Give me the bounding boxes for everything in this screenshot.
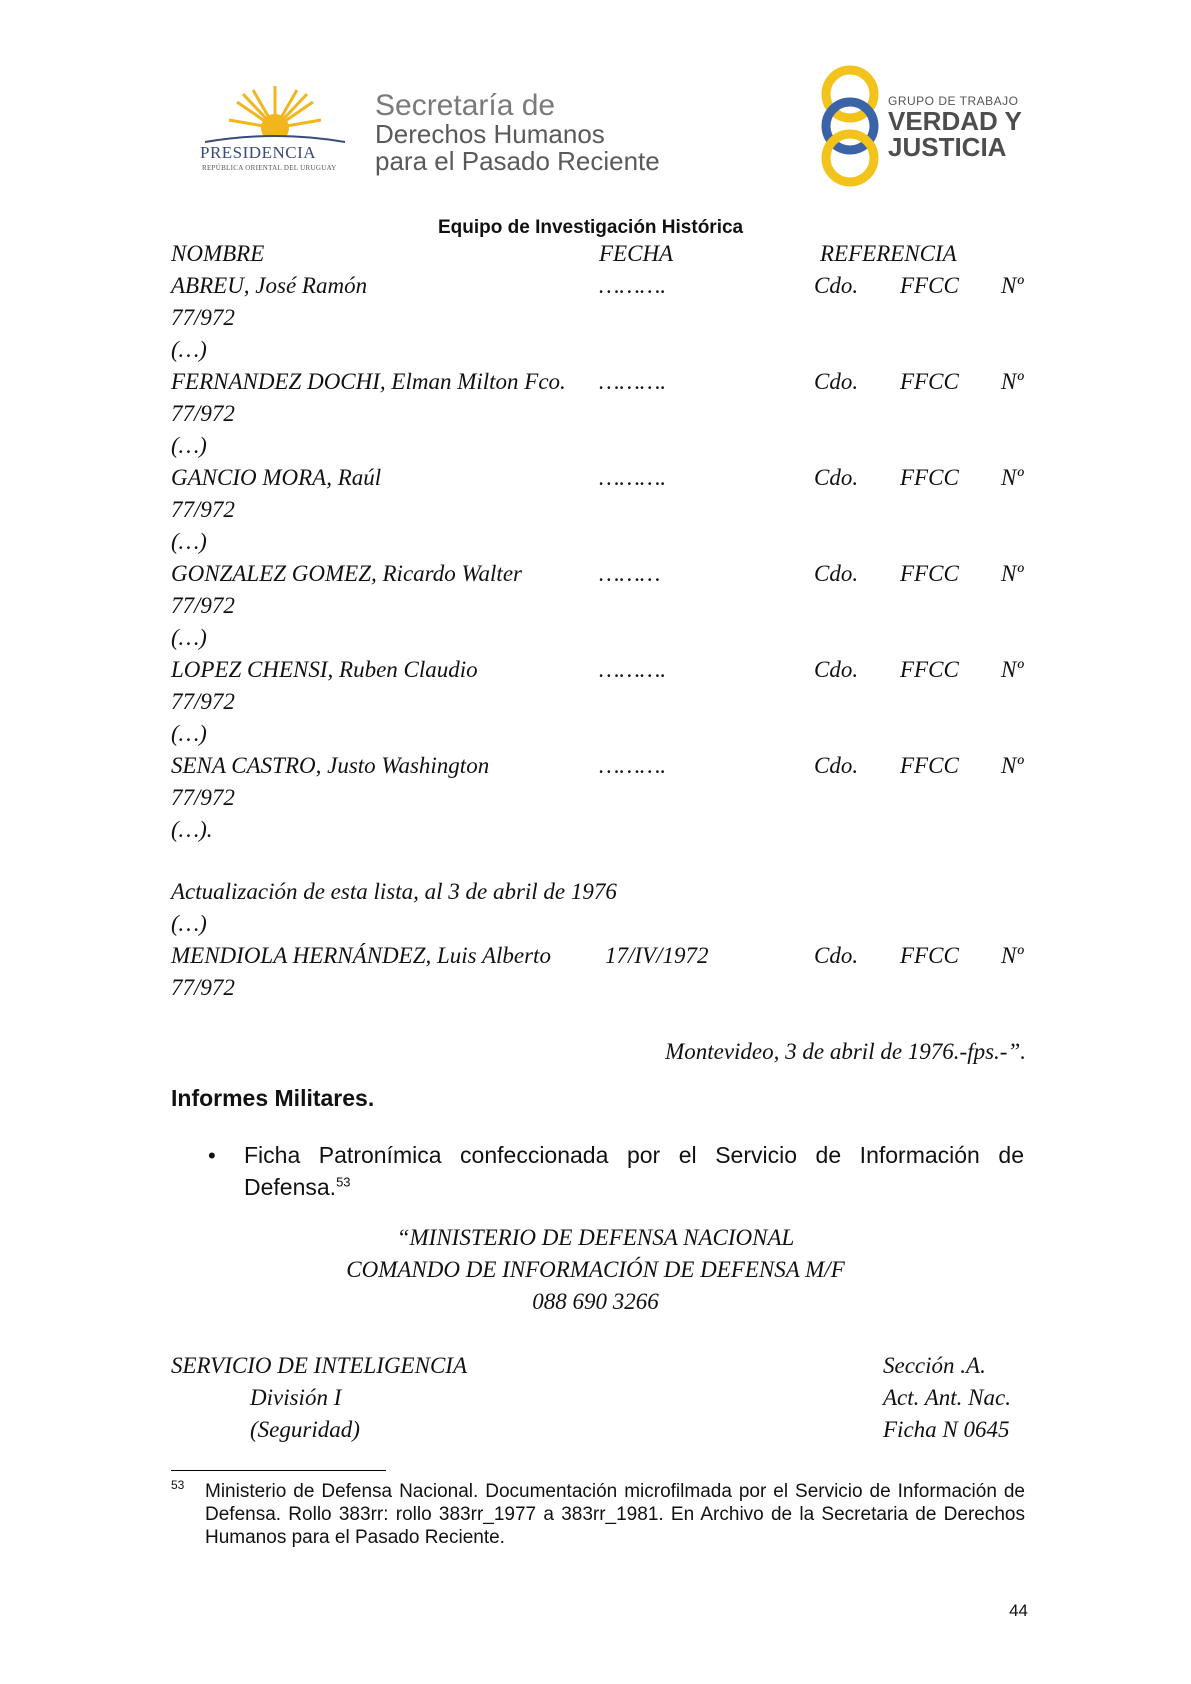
row-ref-number: 77/972 (171, 593, 235, 618)
grupo-line-3: JUSTICIA (888, 132, 1007, 162)
seguridad: (Seguridad) (250, 1417, 360, 1442)
column-header-nombre: NOMBRE (171, 241, 265, 266)
row-ffcc: FFCC (900, 657, 959, 682)
seccion: Sección .A. (883, 1353, 986, 1378)
row-ffcc: FFCC (900, 369, 959, 394)
secretaria-line-2: Derechos Humanos (375, 119, 605, 149)
row-fecha: ………. (599, 657, 667, 682)
ficha-number: Ficha N 0645 (883, 1417, 1010, 1442)
row-no: Nº (1001, 943, 1024, 968)
page-number: 44 (1009, 1601, 1028, 1620)
row-name: ABREU, José Ramón (171, 273, 368, 298)
row-name: GANCIO MORA, Raúl (171, 465, 382, 490)
row-ref-number: 77/972 (171, 785, 235, 810)
row-fecha: ………. (599, 369, 667, 394)
row-name: FERNANDEZ DOCHI, Elman Milton Fco. (171, 369, 566, 394)
ministerio-line-3: 088 690 3266 (532, 1289, 659, 1314)
row-cdo: Cdo. (814, 943, 859, 968)
update-note: Actualización de esta lista, al 3 de abril de 1976 (171, 879, 617, 904)
row-ref-number: 77/972 (171, 401, 235, 426)
division: División I (250, 1385, 342, 1410)
row-name: SENA CASTRO, Justo Washington (171, 753, 490, 778)
row-no: Nº (1001, 465, 1024, 490)
bullet-paragraph (244, 1139, 1024, 1203)
grupo-line-2: VERDAD Y (888, 106, 1022, 136)
secretaria-logo-text (375, 90, 660, 175)
row-ffcc: FFCC (900, 943, 959, 968)
bullet-text: Ficha Patronímica confeccionada por el Servicio de Información de Defensa. (244, 1142, 1024, 1200)
row-ref-number: 77/972 (171, 689, 235, 714)
row-cdo: Cdo. (814, 753, 859, 778)
column-header-fecha: FECHA (599, 241, 674, 266)
row-ffcc: FFCC (900, 273, 959, 298)
row-no: Nº (1001, 657, 1024, 682)
row-name: MENDIOLA HERNÁNDEZ, Luis Alberto (171, 943, 551, 968)
column-header-referencia: REFERENCIA (820, 241, 957, 266)
footnote-number: 53 (171, 1478, 185, 1492)
row-fecha: ………. (599, 465, 667, 490)
informes-heading: Informes Militares. (171, 1085, 375, 1111)
ministerio-line-2: COMANDO DE INFORMACIÓN DE DEFENSA M/F (346, 1257, 845, 1282)
row-ellipsis: (…) (171, 529, 207, 554)
row-cdo: Cdo. (814, 561, 859, 586)
servicio-inteligencia: SERVICIO DE INTELIGENCIA (171, 1353, 468, 1378)
section-title: Equipo de Investigación Histórica (438, 217, 744, 238)
row-ffcc: FFCC (900, 753, 959, 778)
grupo-trabajo-text (888, 94, 1022, 160)
row-cdo: Cdo. (814, 657, 859, 682)
presidencia-subtitle: REPÚBLICA ORIENTAL DEL URUGUAY (202, 164, 337, 172)
update-ellipsis: (…) (171, 911, 207, 936)
row-fecha: ………. (599, 273, 667, 298)
row-cdo: Cdo. (814, 369, 859, 394)
row-cdo: Cdo. (814, 465, 859, 490)
row-fecha: 17/IV/1972 (605, 943, 709, 968)
row-no: Nº (1001, 561, 1024, 586)
signoff: Montevideo, 3 de abril de 1976.-fps.-”. (665, 1039, 1026, 1064)
row-no: Nº (1001, 273, 1024, 298)
secretaria-line-1: Secretaría de (375, 89, 556, 122)
grupo-line-1: GRUPO DE TRABAJO (888, 94, 1019, 108)
row-name: LOPEZ CHENSI, Ruben Claudio (171, 657, 478, 682)
bullet-icon: • (208, 1143, 216, 1168)
row-ffcc: FFCC (900, 465, 959, 490)
row-cdo: Cdo. (814, 273, 859, 298)
row-ellipsis: (…) (171, 337, 207, 362)
row-ffcc: FFCC (900, 561, 959, 586)
row-no: Nº (1001, 369, 1024, 394)
row-fecha: ……… (599, 561, 661, 586)
row-ellipsis: (…) (171, 433, 207, 458)
act-ant-nac: Act. Ant. Nac. (883, 1385, 1011, 1410)
row-ellipsis: (…) (171, 625, 207, 650)
footnote-divider (171, 1470, 386, 1471)
ministerio-line-1: “MINISTERIO DE DEFENSA NACIONAL (396, 1225, 795, 1250)
secretaria-line-3: para el Pasado Reciente (375, 146, 660, 176)
row-ref-number: 77/972 (171, 305, 235, 330)
footnote-text: Ministerio de Defensa Nacional. Documentación microfilmada por el Servicio de Información de Defensa. Rollo 383rr: rollo 383rr_1977 a 383rr_1981. En Archivo de la Secretaria de Derechos Humanos para el Pasado Reciente. (205, 1481, 1025, 1548)
footnote-ref[interactable]: 53 (336, 1174, 351, 1190)
row-ellipsis: (…) (171, 721, 207, 746)
row-fecha: ………. (599, 753, 667, 778)
row-ellipsis: (…). (171, 817, 213, 842)
row-ref-number: 77/972 (171, 975, 235, 1000)
row-name: GONZALEZ GOMEZ, Ricardo Walter (171, 561, 522, 586)
row-ref-number: 77/972 (171, 497, 235, 522)
presidencia-label: PRESIDENCIA (200, 143, 317, 162)
row-no: Nº (1001, 753, 1024, 778)
